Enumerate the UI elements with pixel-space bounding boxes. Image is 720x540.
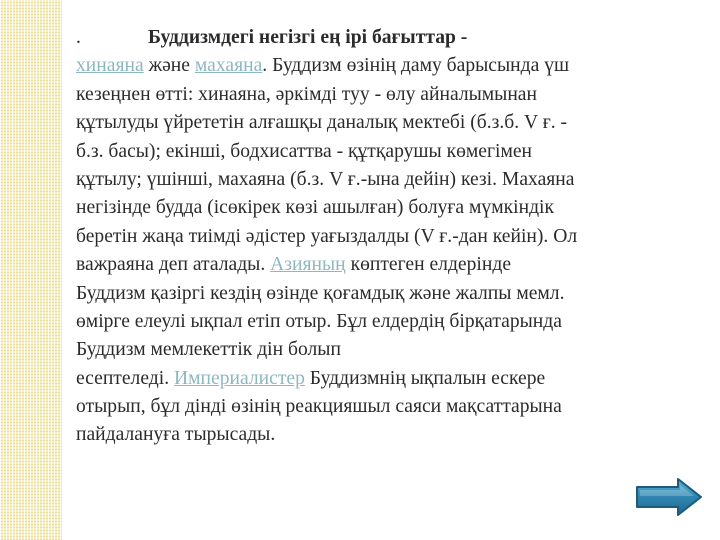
decorative-left-stripe bbox=[0, 0, 62, 540]
text-line-9: Буддизм қазіргі кездің өзінде қоғамдық және жалпы мемл. bbox=[76, 282, 565, 304]
text-line-6: негізінде будда (ісөкірек көзі ашылған) болуға мүмкіндік bbox=[76, 197, 555, 219]
text-line-11: Буддизм мемлекеттік дін болып bbox=[76, 339, 341, 361]
text-line-8: важраяна деп аталады. Азияның көптеген елдерінде bbox=[76, 254, 512, 276]
bullet: . bbox=[76, 27, 81, 48]
text-line-2: кезеңнен өтті: хинаяна, әркімді туу - өлу айналымынан bbox=[76, 83, 537, 105]
text-line-1: хинаяна және махаяна. Буддизм өзінің даму барысында үш bbox=[76, 55, 570, 77]
text-line-10: өмірге елеулі ықпал етіп отыр. Бұл елдердің бірқатарында bbox=[76, 310, 562, 332]
text-line-12: есептеледі. Империалистер Буддизмнің ықпалын ескере bbox=[76, 367, 546, 389]
link-hinayana[interactable]: хинаяна bbox=[76, 55, 144, 77]
text-line-7: беретін жаңа тиімді әдістер уағыздалды (V ғ.-дан кейін). Ол bbox=[76, 225, 578, 247]
link-asia[interactable]: Азияның bbox=[270, 254, 346, 276]
text-line-3: құтылуды үйрететін алғашқы даналық мектебі (б.з.б. V ғ. - bbox=[76, 112, 568, 134]
link-imperialists[interactable]: Империалистер bbox=[174, 367, 305, 389]
next-slide-button[interactable] bbox=[634, 476, 704, 518]
slide-title: Буддизмдегі негізгі ең ірі бағыттар - bbox=[148, 27, 468, 48]
link-mahayana[interactable]: махаяна bbox=[194, 55, 263, 77]
right-arrow-icon bbox=[634, 476, 704, 518]
slide-body bbox=[76, 24, 708, 450]
text-line-13: отырып, бұл дінді өзінің реакцияшыл саяси мақсаттарына bbox=[76, 396, 562, 418]
text-line-14: пайдалануға тырысады. bbox=[76, 424, 276, 446]
text-line-5: құтылу; үшінші, махаяна (б.з. V ғ.-ына дейін) кезі. Махаяна bbox=[76, 168, 575, 190]
title-line bbox=[76, 24, 708, 52]
text-line-4: б.з. басы); екінші, бодхисаттва - құтқарушы көмегімен bbox=[76, 140, 533, 162]
